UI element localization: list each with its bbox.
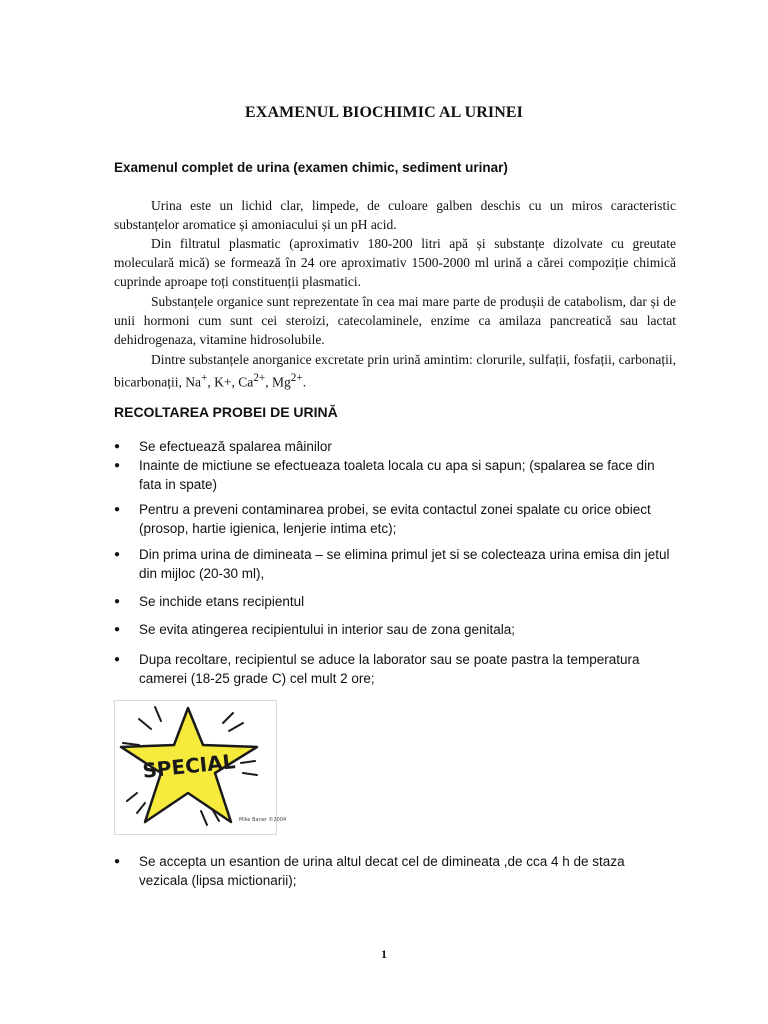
list-item bbox=[114, 592, 676, 611]
section-heading-sample-collection: RECOLTAREA PROBEI DE URINĂ bbox=[114, 404, 338, 420]
list-item bbox=[114, 650, 676, 688]
paragraph-plasma-filtrate: Din filtratul plasmatic (aproximativ 180-200 litri apă și substanțe dizolvate cu greutate moleculară mică) se formează în 24 ore aproximativ 1500-2000 ml urină a cărei compoziție chimică cuprinde aproape toți constituenții plasmatici. bbox=[114, 236, 676, 289]
ion-end: . bbox=[302, 374, 307, 390]
paragraph-organic-substances: Substanțele organice sunt reprezentate în cea mai mare parte de produșii de catabolism, dar și de unii hormoni cum sunt cei steroizi, catecolaminele, enzime ca amilaza pancreatică sau lactat dehidrogenaza, vitamine hidrosolubile. bbox=[114, 294, 676, 347]
special-label: SPECIAL bbox=[141, 749, 237, 783]
paragraph-urine-description: Urina este un lichid clar, limpede, de culoare galben deschis cu un miros caracteristic substanțelor aromatice și amoniacului și un pH acid. bbox=[114, 198, 676, 232]
bullet-icon: ● bbox=[114, 596, 121, 607]
list-item bbox=[114, 545, 676, 583]
ion-calcium: Ca bbox=[238, 374, 254, 390]
list-item-text: Se efectuează spalarea mâinilor bbox=[139, 439, 332, 454]
list-item-text: Se evita atingerea recipientului in interior sau de zona genitala; bbox=[139, 622, 515, 637]
list-item-text: Pentru a preveni contaminarea probei, se evita contactul zonei spalate cu orice obiect (prosop, hartie igienica, lenjerie intima etc); bbox=[139, 502, 651, 536]
list-item-text: Din prima urina de dimineata – se elimina primul jet si se colecteaza urina emisa din jetul din mijloc (20-30 ml), bbox=[139, 547, 670, 581]
list-item-text: Dupa recoltare, recipientul se aduce la laborator sau se poate pastra la temperatura camerei (18-25 grade C) cel mult 2 ore; bbox=[139, 652, 640, 686]
list-item bbox=[114, 500, 676, 538]
list-item-text: Inainte de mictiune se efectueaza toaleta locala cu apa si sapun; (spalarea se face din fata in spate) bbox=[139, 458, 655, 492]
bullet-icon: ● bbox=[114, 856, 121, 867]
bullet-icon: ● bbox=[114, 624, 121, 635]
ion-separator: , bbox=[265, 374, 272, 390]
paragraph-inorganic-text: Dintre substanțele anorganice excretate prin urină amintim: clorurile, sulfații, fosfații, carbonații, bicarbonații, bbox=[114, 352, 676, 390]
bullet-icon: ● bbox=[114, 460, 121, 471]
ion-sodium-charge: + bbox=[200, 372, 208, 384]
list-item-text: Se inchide etans recipientul bbox=[139, 594, 305, 609]
ion-magnesium-charge: 2+ bbox=[290, 372, 303, 384]
section-subtitle: Examenul complet de urina (examen chimic, sediment urinar) bbox=[114, 160, 508, 175]
star-illustration bbox=[115, 701, 287, 834]
bullet-icon: ● bbox=[114, 549, 121, 560]
list-item bbox=[114, 620, 676, 639]
ion-calcium-charge: 2+ bbox=[253, 372, 266, 384]
list-item-text: Se accepta un esantion de urina altul decat cel de dimineata ,de cca 4 h de staza vezicala (lipsa mictionarii); bbox=[139, 854, 625, 888]
special-star-image bbox=[114, 700, 287, 835]
paragraph-inorganic-substances bbox=[114, 350, 676, 392]
bullet-icon: ● bbox=[114, 654, 121, 665]
document-title: EXAMENUL BIOCHIMIC AL URINEI bbox=[245, 104, 523, 121]
artist-signature: Mike Baner ©2004 bbox=[239, 817, 287, 823]
list-item bbox=[114, 437, 676, 456]
bullet-icon: ● bbox=[114, 441, 121, 452]
page-number: 1 bbox=[381, 947, 387, 961]
ion-separator: , K+, bbox=[207, 374, 239, 390]
ion-magnesium: Mg bbox=[271, 374, 291, 390]
list-item bbox=[114, 852, 676, 890]
list-item bbox=[114, 456, 676, 494]
ion-sodium: Na bbox=[185, 374, 201, 390]
bullet-icon: ● bbox=[114, 504, 121, 515]
